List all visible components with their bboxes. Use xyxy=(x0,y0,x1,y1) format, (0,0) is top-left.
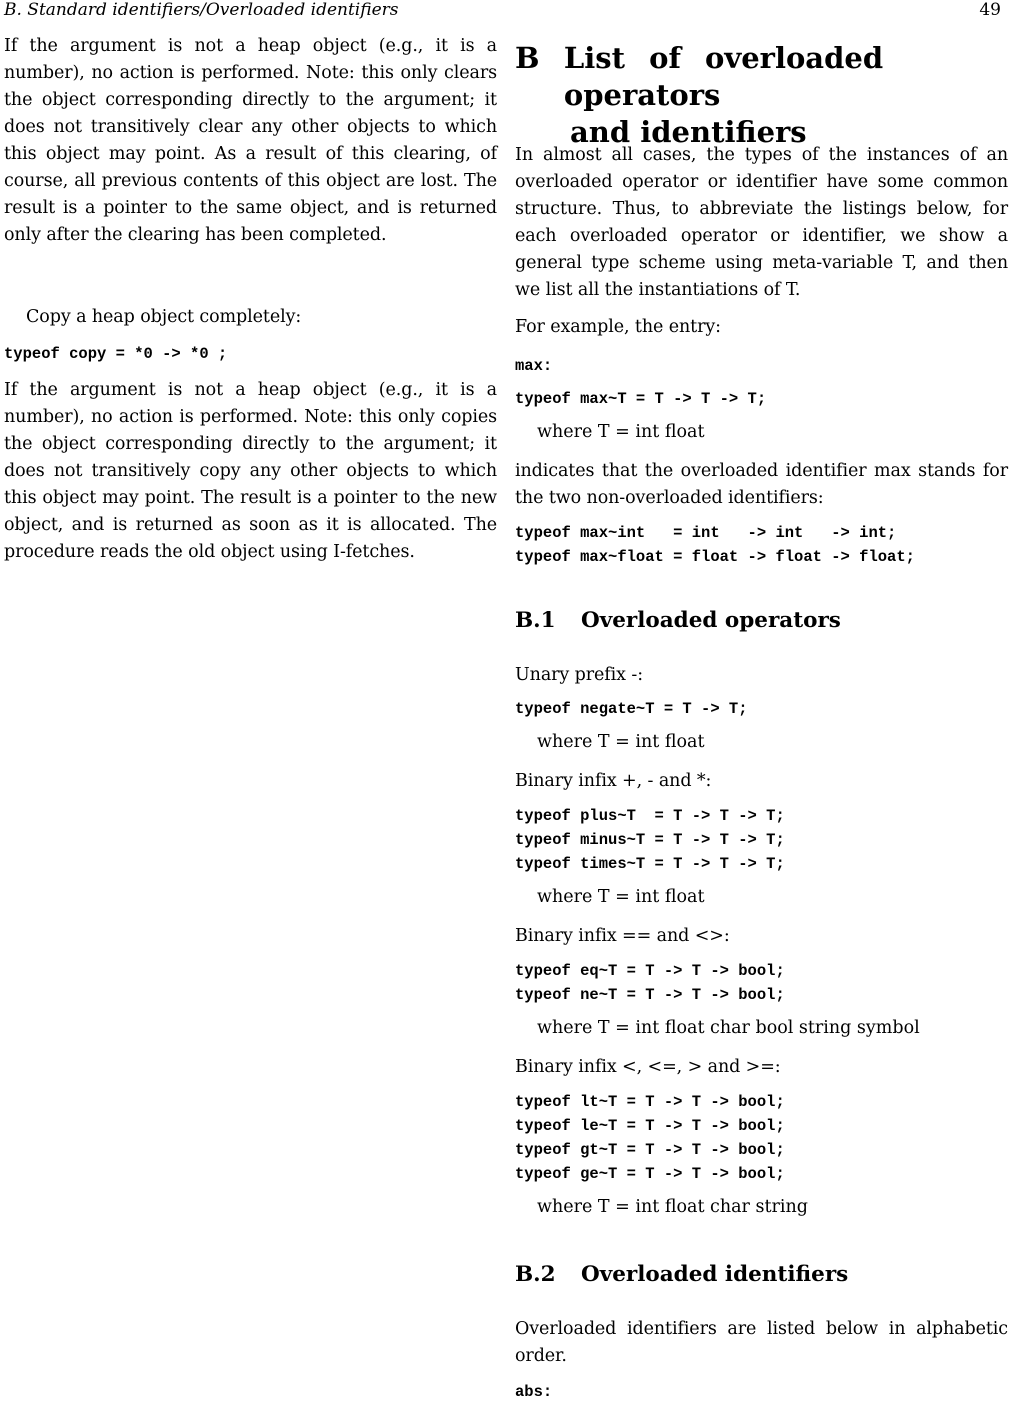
example-type: typeof max~T = T -> T -> T; xyxy=(515,390,767,408)
le-type: typeof le~T = T -> T -> bool; xyxy=(515,1117,785,1135)
section-number: B xyxy=(515,41,540,75)
ge-type: typeof ge~T = T -> T -> bool; xyxy=(515,1165,785,1183)
subsection-b1-heading xyxy=(515,608,1008,633)
unary-intro: Unary prefix -: xyxy=(515,665,644,685)
running-header xyxy=(4,0,1005,24)
section-title-line1: List of overloaded operators xyxy=(563,41,884,112)
lt-type: typeof lt~T = T -> T -> bool; xyxy=(515,1093,785,1111)
subsection-b2-title: Overloaded identifiers xyxy=(581,1262,849,1287)
times-type: typeof times~T = T -> T -> T; xyxy=(515,855,785,873)
indicates-paragraph: indicates that the overloaded identifier max stands for the two non-overloaded identifiers: xyxy=(515,461,1008,508)
example-where: where T = int float xyxy=(537,422,705,442)
eq-where: where T = int float char bool string symbol xyxy=(537,1018,920,1038)
eq-intro: Binary infix == and <>: xyxy=(515,926,730,946)
expansion-line-2: typeof max~float = float -> float -> float; xyxy=(515,548,915,566)
section-title-line2: and identifiers xyxy=(570,115,807,149)
unary-type: typeof negate~T = T -> T; xyxy=(515,700,748,718)
running-title: B. Standard identifiers/Overloaded identifiers xyxy=(4,0,399,20)
subsection-b1-title: Overloaded operators xyxy=(581,608,841,633)
gt-type: typeof gt~T = T -> T -> bool; xyxy=(515,1141,785,1159)
expansion-line-1: typeof max~int = int -> int -> int; xyxy=(515,524,897,542)
minus-type: typeof minus~T = T -> T -> T; xyxy=(515,831,785,849)
intro-paragraph: In almost all cases, the types of the instances of an overloaded operator or identifier have some common structure. Thus, to abbreviate the listings below, for each overloaded operator or identifier, we show a general type scheme using meta-variable T, and then we list all the instantiations of T. xyxy=(515,145,1008,300)
ne-type: typeof ne~T = T -> T -> bool; xyxy=(515,986,785,1004)
plus-type: typeof plus~T = T -> T -> T; xyxy=(515,807,785,825)
copy-type-signature: typeof copy = *0 -> *0 ; xyxy=(4,345,228,363)
abs-label: abs: xyxy=(515,1383,553,1401)
copy-intro: Copy a heap object completely: xyxy=(26,307,302,327)
binary-arith-where: where T = int float xyxy=(537,887,705,907)
subsection-b2-heading xyxy=(515,1262,1008,1287)
subsection-b2-number: B.2 xyxy=(515,1262,556,1287)
eq-type: typeof eq~T = T -> T -> bool; xyxy=(515,962,785,980)
unary-where: where T = int float xyxy=(537,732,705,752)
example-intro: For example, the entry: xyxy=(515,317,721,337)
binary-arith-intro: Binary infix +, - and *: xyxy=(515,771,712,791)
section-heading xyxy=(515,40,1008,151)
cmp-intro: Binary infix <, <=, > and >=: xyxy=(515,1057,781,1077)
paragraph-clear-note: If the argument is not a heap object (e.g., it is a number), no action is performed. Note: this only clears the object corresponding directly to the argument; it does not transitively clear any other objects to which this object may point. As a result of this clearing, of course, all previous contents of this object are lost. The result is a pointer to the same object, and is returned only after the clearing has been completed. xyxy=(4,36,497,245)
b2-intro: Overloaded identifiers are listed below in alphabetic order. xyxy=(515,1319,1008,1366)
page-number: 49 xyxy=(979,0,1001,20)
paragraph-copy-note: If the argument is not a heap object (e.g., it is a number), no action is performed. Note: this only copies the object corresponding directly to the argument; it does not transitively copy any other objects to which this object may point. The result is a pointer to the new object, and is returned as soon as it is allocated. The procedure reads the old object using I-fetches. xyxy=(4,380,497,562)
cmp-where: where T = int float char string xyxy=(537,1197,808,1217)
example-label: max: xyxy=(515,357,553,375)
subsection-b1-number: B.1 xyxy=(515,608,556,633)
